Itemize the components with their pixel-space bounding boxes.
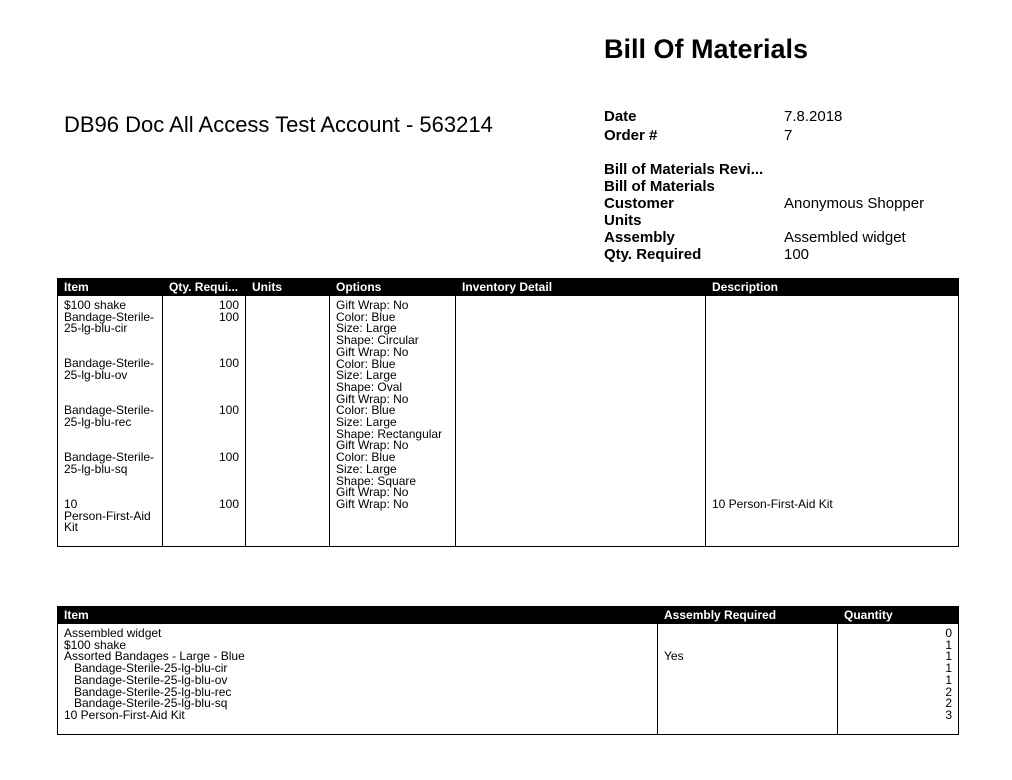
document-title: Bill Of Materials [604, 34, 809, 64]
description-cell [706, 296, 959, 547]
assembly-required-line [664, 686, 831, 698]
cell-line [712, 335, 952, 347]
meta-row-units [604, 212, 964, 229]
cell-line: 100 [218, 496, 239, 511]
assembly-header-row [58, 607, 959, 624]
meta-label: Date [604, 108, 637, 125]
assembly-table [57, 606, 959, 735]
assembly-item-line: Bandage-Sterile-25-lg-blu-rec [74, 684, 232, 699]
components-header-row [58, 279, 959, 296]
components-body-row [58, 296, 959, 547]
cell-line [712, 358, 952, 370]
assembly-quantity-cell [838, 624, 959, 735]
column-header-assembly-required: Assembly Required [658, 607, 838, 624]
meta-value: 7.8.2018 [784, 108, 843, 125]
cell-line [712, 382, 952, 394]
cell-line: Color: Blue [336, 450, 396, 465]
column-header-options: Options [330, 279, 456, 296]
cell-line: 25-lg-blu-rec [64, 414, 132, 429]
cell-line: Bandage-Sterile- [64, 309, 155, 324]
meta-row-qty-required [604, 246, 964, 263]
qty-cell [163, 296, 246, 547]
cell-line: 10 Person-First-Aid Kit [712, 496, 833, 511]
assembly-quantity-line: 0 [945, 626, 952, 640]
assembly-item-line: Assembled widget [64, 626, 162, 640]
account-name: DB96 Doc All Access Test Account - 563214 [64, 112, 493, 137]
meta-label: Customer [604, 195, 675, 212]
assembly-quantity-line: 2 [945, 696, 952, 711]
cell-line [712, 440, 952, 452]
meta-row-assembly [604, 229, 964, 246]
cell-line [712, 464, 952, 476]
column-header-units: Units [246, 279, 330, 296]
cell-line: Shape: Circular [336, 333, 419, 348]
cell-line: Size: Large [336, 415, 397, 430]
cell-line [712, 300, 952, 312]
cell-line [64, 335, 156, 347]
cell-line [712, 347, 952, 359]
meta-value: Anonymous Shopper [784, 195, 925, 212]
cell-line: 100 [218, 450, 239, 464]
cell-line: 100 [218, 298, 239, 312]
assembly-item-line: Assorted Bandages - Large - Blue [64, 649, 245, 664]
cell-line: Size: Large [336, 321, 397, 336]
meta-label: Order # [604, 127, 658, 144]
cell-line [64, 475, 156, 487]
meta-value: 100 [784, 246, 810, 263]
assembly-item-cell [58, 624, 658, 735]
assembly-quantity-line: 1 [945, 637, 952, 652]
cell-line [64, 382, 156, 394]
meta-label: Bill of Materials [604, 178, 715, 195]
cell-line [64, 429, 156, 441]
assembly-quantity-line: 1 [945, 649, 952, 664]
assembly-required-line [664, 698, 831, 710]
cell-line [712, 323, 952, 335]
cell-line: Color: Blue [336, 403, 396, 418]
assembly-required-line [664, 628, 831, 640]
cell-line [712, 452, 952, 464]
order-meta [604, 107, 964, 145]
cell-line: 25-lg-blu-ov [64, 368, 128, 383]
cell-line: Kit [64, 520, 79, 535]
assembly-quantity-line: 2 [945, 684, 952, 699]
bom-meta [604, 161, 964, 263]
assembly-required-line [664, 640, 831, 652]
assembly-body-row [58, 624, 959, 735]
options-cell [330, 296, 456, 547]
assembly-quantity-line: 1 [945, 661, 952, 676]
cell-line [712, 475, 952, 487]
assembly-item-line: Bandage-Sterile-25-lg-blu-sq [74, 696, 228, 711]
cell-line: 100 [218, 403, 239, 418]
cell-line [712, 429, 952, 441]
cell-line: 25-lg-blu-cir [64, 321, 128, 336]
assembly-quantity-line: 1 [945, 672, 952, 687]
cell-line [169, 323, 239, 335]
cell-line [712, 405, 952, 417]
assembly-item-line: $100 shake [64, 637, 127, 652]
cell-line [712, 394, 952, 406]
assembly-required-line [664, 663, 831, 675]
cell-line: 100 [218, 356, 239, 371]
item-cell [58, 296, 163, 547]
cell-line [169, 370, 239, 382]
meta-value: 7 [784, 127, 793, 144]
assembly-item-line: Bandage-Sterile-25-lg-blu-cir [74, 661, 228, 676]
cell-line [712, 312, 952, 324]
cell-line [169, 417, 239, 429]
cell-line: Gift Wrap: No [336, 344, 409, 359]
meta-label: Units [604, 212, 642, 229]
meta-value: Assembled widget [784, 229, 906, 246]
cell-line: 10 [64, 496, 78, 511]
cell-line: Gift Wrap: No [336, 438, 409, 453]
cell-line: Color: Blue [336, 309, 396, 324]
assembly-item-line: 10 Person-First-Aid Kit [64, 707, 185, 722]
cell-line [64, 487, 156, 499]
meta-row-order [604, 126, 964, 145]
cell-line: Person-First-Aid [64, 508, 151, 523]
cell-line [712, 370, 952, 382]
column-header-item: Item [58, 607, 658, 624]
assembly-required-line: Yes [664, 649, 684, 664]
meta-row-bom-revision [604, 161, 964, 178]
meta-label: Qty. Required [604, 246, 702, 263]
cell-line: Gift Wrap: No [336, 496, 409, 511]
cell-line [712, 417, 952, 429]
column-header-item: Item [58, 279, 163, 296]
assembly-item-line: Bandage-Sterile-25-lg-blu-ov [74, 672, 228, 687]
units-cell [246, 296, 330, 547]
cell-line [169, 335, 239, 347]
cell-line [169, 510, 239, 522]
meta-label: Bill of Materials Revi... [604, 161, 764, 178]
column-header-inventory-detail: Inventory Detail [456, 279, 706, 296]
column-header-quantity: Quantity [838, 607, 959, 624]
cell-line [169, 464, 239, 476]
cell-line: $100 shake [64, 298, 127, 312]
cell-line: Gift Wrap: No [336, 391, 409, 406]
assembly-quantity-line: 3 [945, 707, 952, 722]
meta-row-date [604, 107, 964, 126]
cell-line: Bandage-Sterile- [64, 356, 155, 371]
column-header-qty: Qty. Requi... [163, 279, 246, 296]
cell-line [169, 475, 239, 487]
cell-line [169, 382, 239, 394]
cell-line: Size: Large [336, 461, 397, 476]
cell-line: Gift Wrap: No [336, 298, 409, 312]
cell-line: Bandage-Sterile- [64, 403, 155, 418]
cell-line: Color: Blue [336, 356, 396, 371]
inventory-detail-cell [456, 296, 706, 547]
meta-label: Assembly [604, 229, 675, 246]
cell-line: Shape: Oval [336, 379, 403, 394]
cell-line: Size: Large [336, 368, 397, 383]
assembly-required-line [664, 675, 831, 687]
cell-line: Shape: Square [336, 473, 417, 488]
assembly-required-line [664, 710, 831, 722]
cell-line: Shape: Rectangular [336, 426, 443, 441]
cell-line: Gift Wrap: No [336, 485, 409, 500]
components-table [57, 278, 959, 547]
column-header-description: Description [706, 279, 959, 296]
cell-line [169, 522, 239, 534]
meta-row-customer [604, 195, 964, 212]
meta-row-bom [604, 178, 964, 195]
cell-line: 100 [218, 309, 239, 324]
assembly-required-cell [658, 624, 838, 735]
cell-line: Bandage-Sterile- [64, 450, 155, 465]
cell-line: 25-lg-blu-sq [64, 461, 128, 476]
cell-line [169, 429, 239, 441]
